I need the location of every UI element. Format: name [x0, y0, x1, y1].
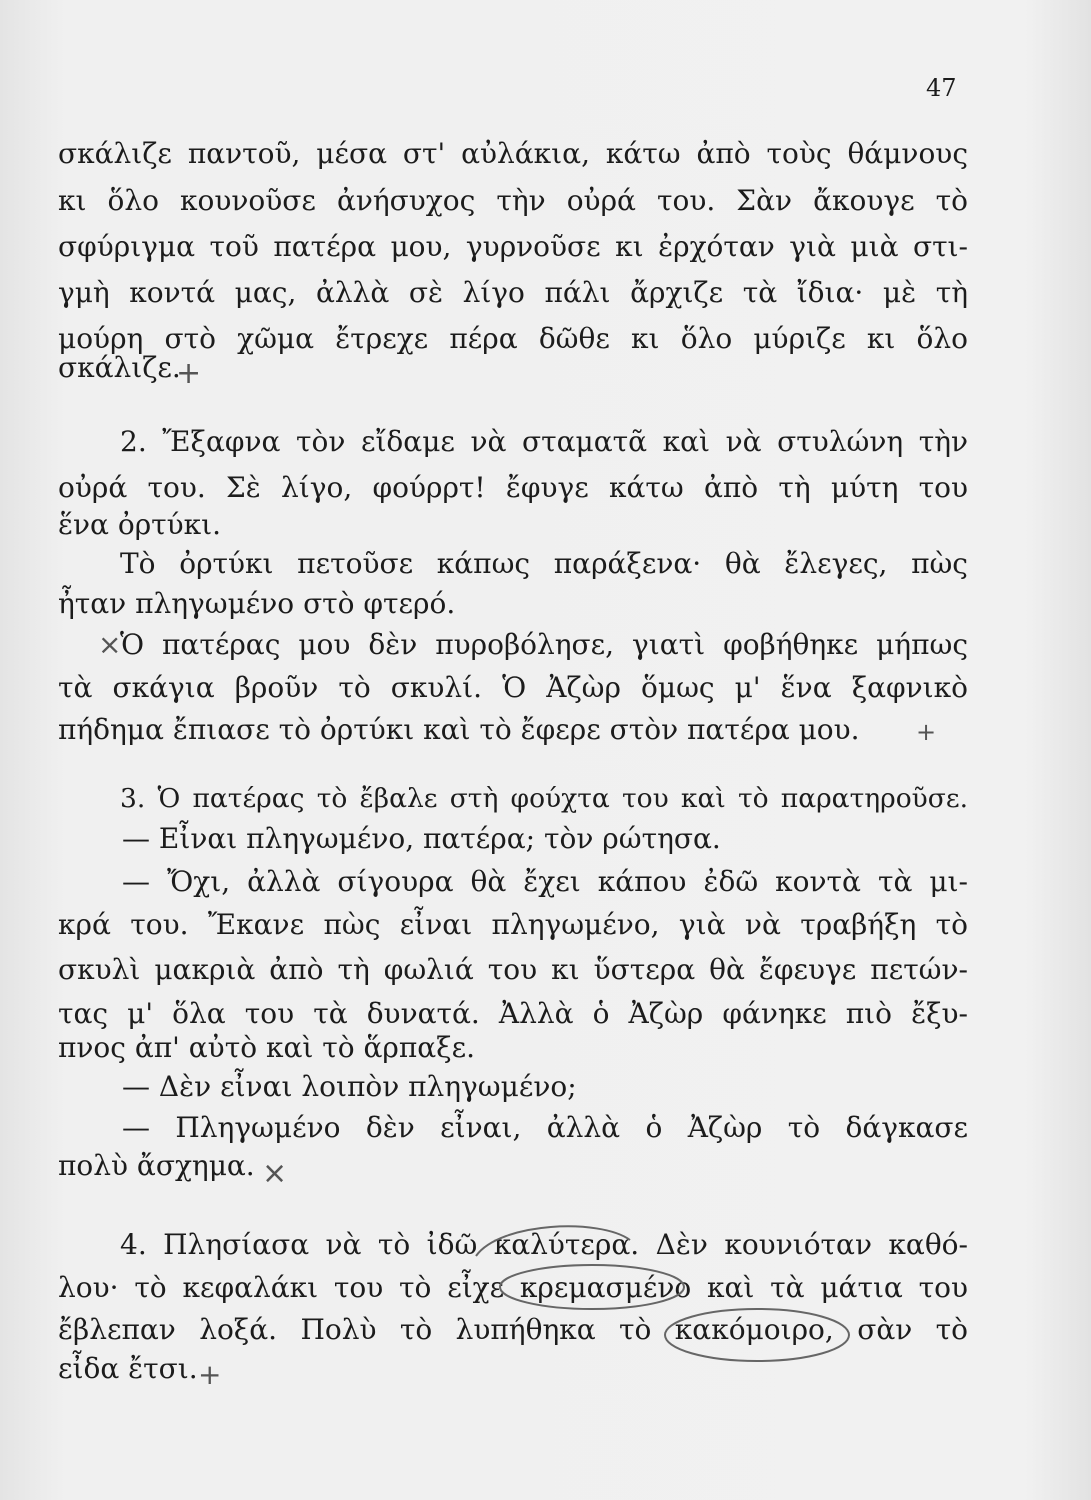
- text-line: τας μ' ὅλα του τὰ δυνατά. Ἀλλὰ ὁ Ἀζὼρ φάνηκε πιὸ ἔξυ-: [58, 997, 968, 1030]
- text-line: 4. Πλησίασα νὰ τὸ ἰδῶ καλύτερα. Δὲν κουνιόταν καθό-: [120, 1228, 968, 1261]
- text-line: Τὸ ὀρτύκι πετοῦσε κάπως παράξενα· θὰ ἔλεγες, πὼς: [120, 547, 968, 580]
- text-line: σκάλιζε.: [58, 351, 181, 384]
- text-line: — Δὲν εἶναι λοιπὸν πληγωμένο;: [122, 1070, 577, 1103]
- text-line: — Πληγωμένο δὲν εἶναι, ἀλλὰ ὁ Ἀζὼρ τὸ δάγκασε: [122, 1111, 968, 1144]
- text-line: ἔβλεπαν λοξά. Πολὺ τὸ λυπήθηκα τὸ κακόμοιρο, σὰν τὸ: [58, 1313, 968, 1346]
- pencil-cross-mark: ×: [98, 628, 122, 661]
- pencil-plus-mark: +: [176, 356, 202, 391]
- text-line: — Εἶναι πληγωμένο, πατέρα; τὸν ρώτησα.: [122, 822, 721, 855]
- pencil-plus-mark: +: [198, 1358, 222, 1391]
- text-line: εἶδα ἔτσι.: [58, 1352, 198, 1385]
- text-line: 2. Ἔξαφνα τὸν εἴδαμε νὰ σταματᾶ καὶ νὰ στυλώνη τὴν: [120, 425, 968, 458]
- text-line: τὰ σκάγια βροῦν τὸ σκυλί. Ὁ Ἀζὼρ ὅμως μ' ἕνα ξαφνικὸ: [58, 671, 968, 704]
- pencil-cross-mark: ×: [262, 1156, 288, 1191]
- page-number: 47: [926, 74, 957, 102]
- text-line: οὐρά του. Σὲ λίγο, φούρρτ! ἔφυγε κάτω ἀπὸ τὴ μύτη του: [58, 471, 968, 504]
- text-line: σφύριγμα τοῦ πατέρα μου, γυρνοῦσε κι ἐρχόταν γιὰ μιὰ στι-: [58, 230, 968, 263]
- text-line: 3. Ὁ πατέρας τὸ ἔβαλε στὴ φούχτα του καὶ τὸ παρατηροῦσε.: [120, 783, 968, 814]
- text-line: πολὺ ἄσχημα.: [58, 1149, 255, 1182]
- text-line: λου· τὸ κεφαλάκι του τὸ εἶχε κρεμασμένο καὶ τὰ μάτια του: [58, 1271, 968, 1304]
- text-line: ἕνα ὀρτύκι.: [58, 508, 222, 541]
- text-line: μούρη στὸ χῶμα ἔτρεχε πέρα δῶθε κι ὅλο μύριζε κι ὅλο: [58, 322, 968, 355]
- text-line: κι ὅλο κουνοῦσε ἀνήσυχος τὴν οὐρά του. Σὰν ἄκουγε τὸ: [58, 184, 968, 217]
- text-line: ἦταν πληγωμένο στὸ φτερό.: [58, 587, 456, 620]
- text-line: γμὴ κοντά μας, ἀλλὰ σὲ λίγο πάλι ἄρχιζε τὰ ἴδια· μὲ τὴ: [58, 276, 968, 309]
- text-line: Ὁ πατέρας μου δὲν πυροβόλησε, γιατὶ φοβήθηκε μήπως: [120, 628, 968, 661]
- pencil-plus-mark: +: [916, 718, 937, 746]
- text-line: σκυλὶ μακριὰ ἀπὸ τὴ φωλιά του κι ὕστερα θὰ ἔφευγε πετών-: [58, 953, 968, 986]
- text-line: πήδημα ἔπιασε τὸ ὀρτύκι καὶ τὸ ἔφερε στὸν πατέρα μου.: [58, 713, 860, 746]
- text-line: κρά του. Ἔκανε πὼς εἶναι πληγωμένο, γιὰ νὰ τραβήξη τὸ: [58, 908, 968, 941]
- text-line: — Ὄχι, ἀλλὰ σίγουρα θὰ ἔχει κάπου ἐδῶ κοντὰ τὰ μι-: [122, 865, 968, 898]
- text-line: σκάλιζε παντοῦ, μέσα στ' αὐλάκια, κάτω ἀπὸ τοὺς θάμνους: [58, 137, 968, 170]
- text-line: πνος ἀπ' αὐτὸ καὶ τὸ ἅρπαξε.: [58, 1031, 475, 1064]
